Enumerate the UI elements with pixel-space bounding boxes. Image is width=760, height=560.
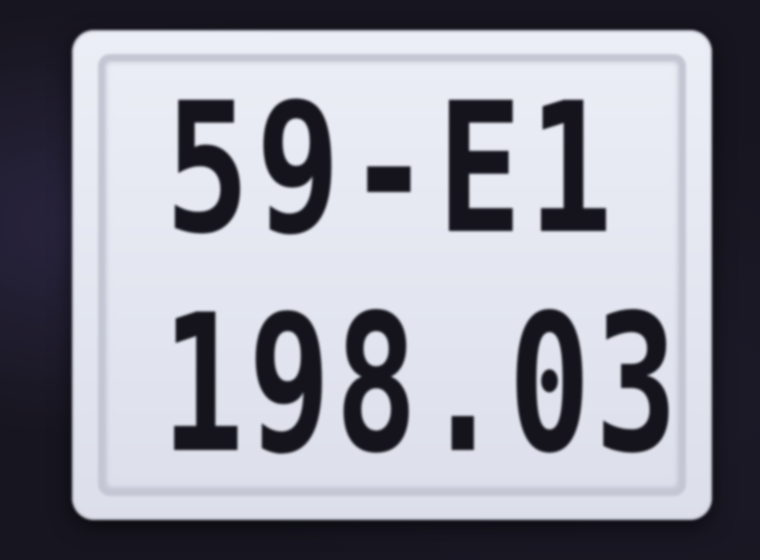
plate-line-bottom: 198.03 [161,274,682,495]
license-plate [72,30,712,520]
plate-line-top: 59-E1 [165,65,619,274]
